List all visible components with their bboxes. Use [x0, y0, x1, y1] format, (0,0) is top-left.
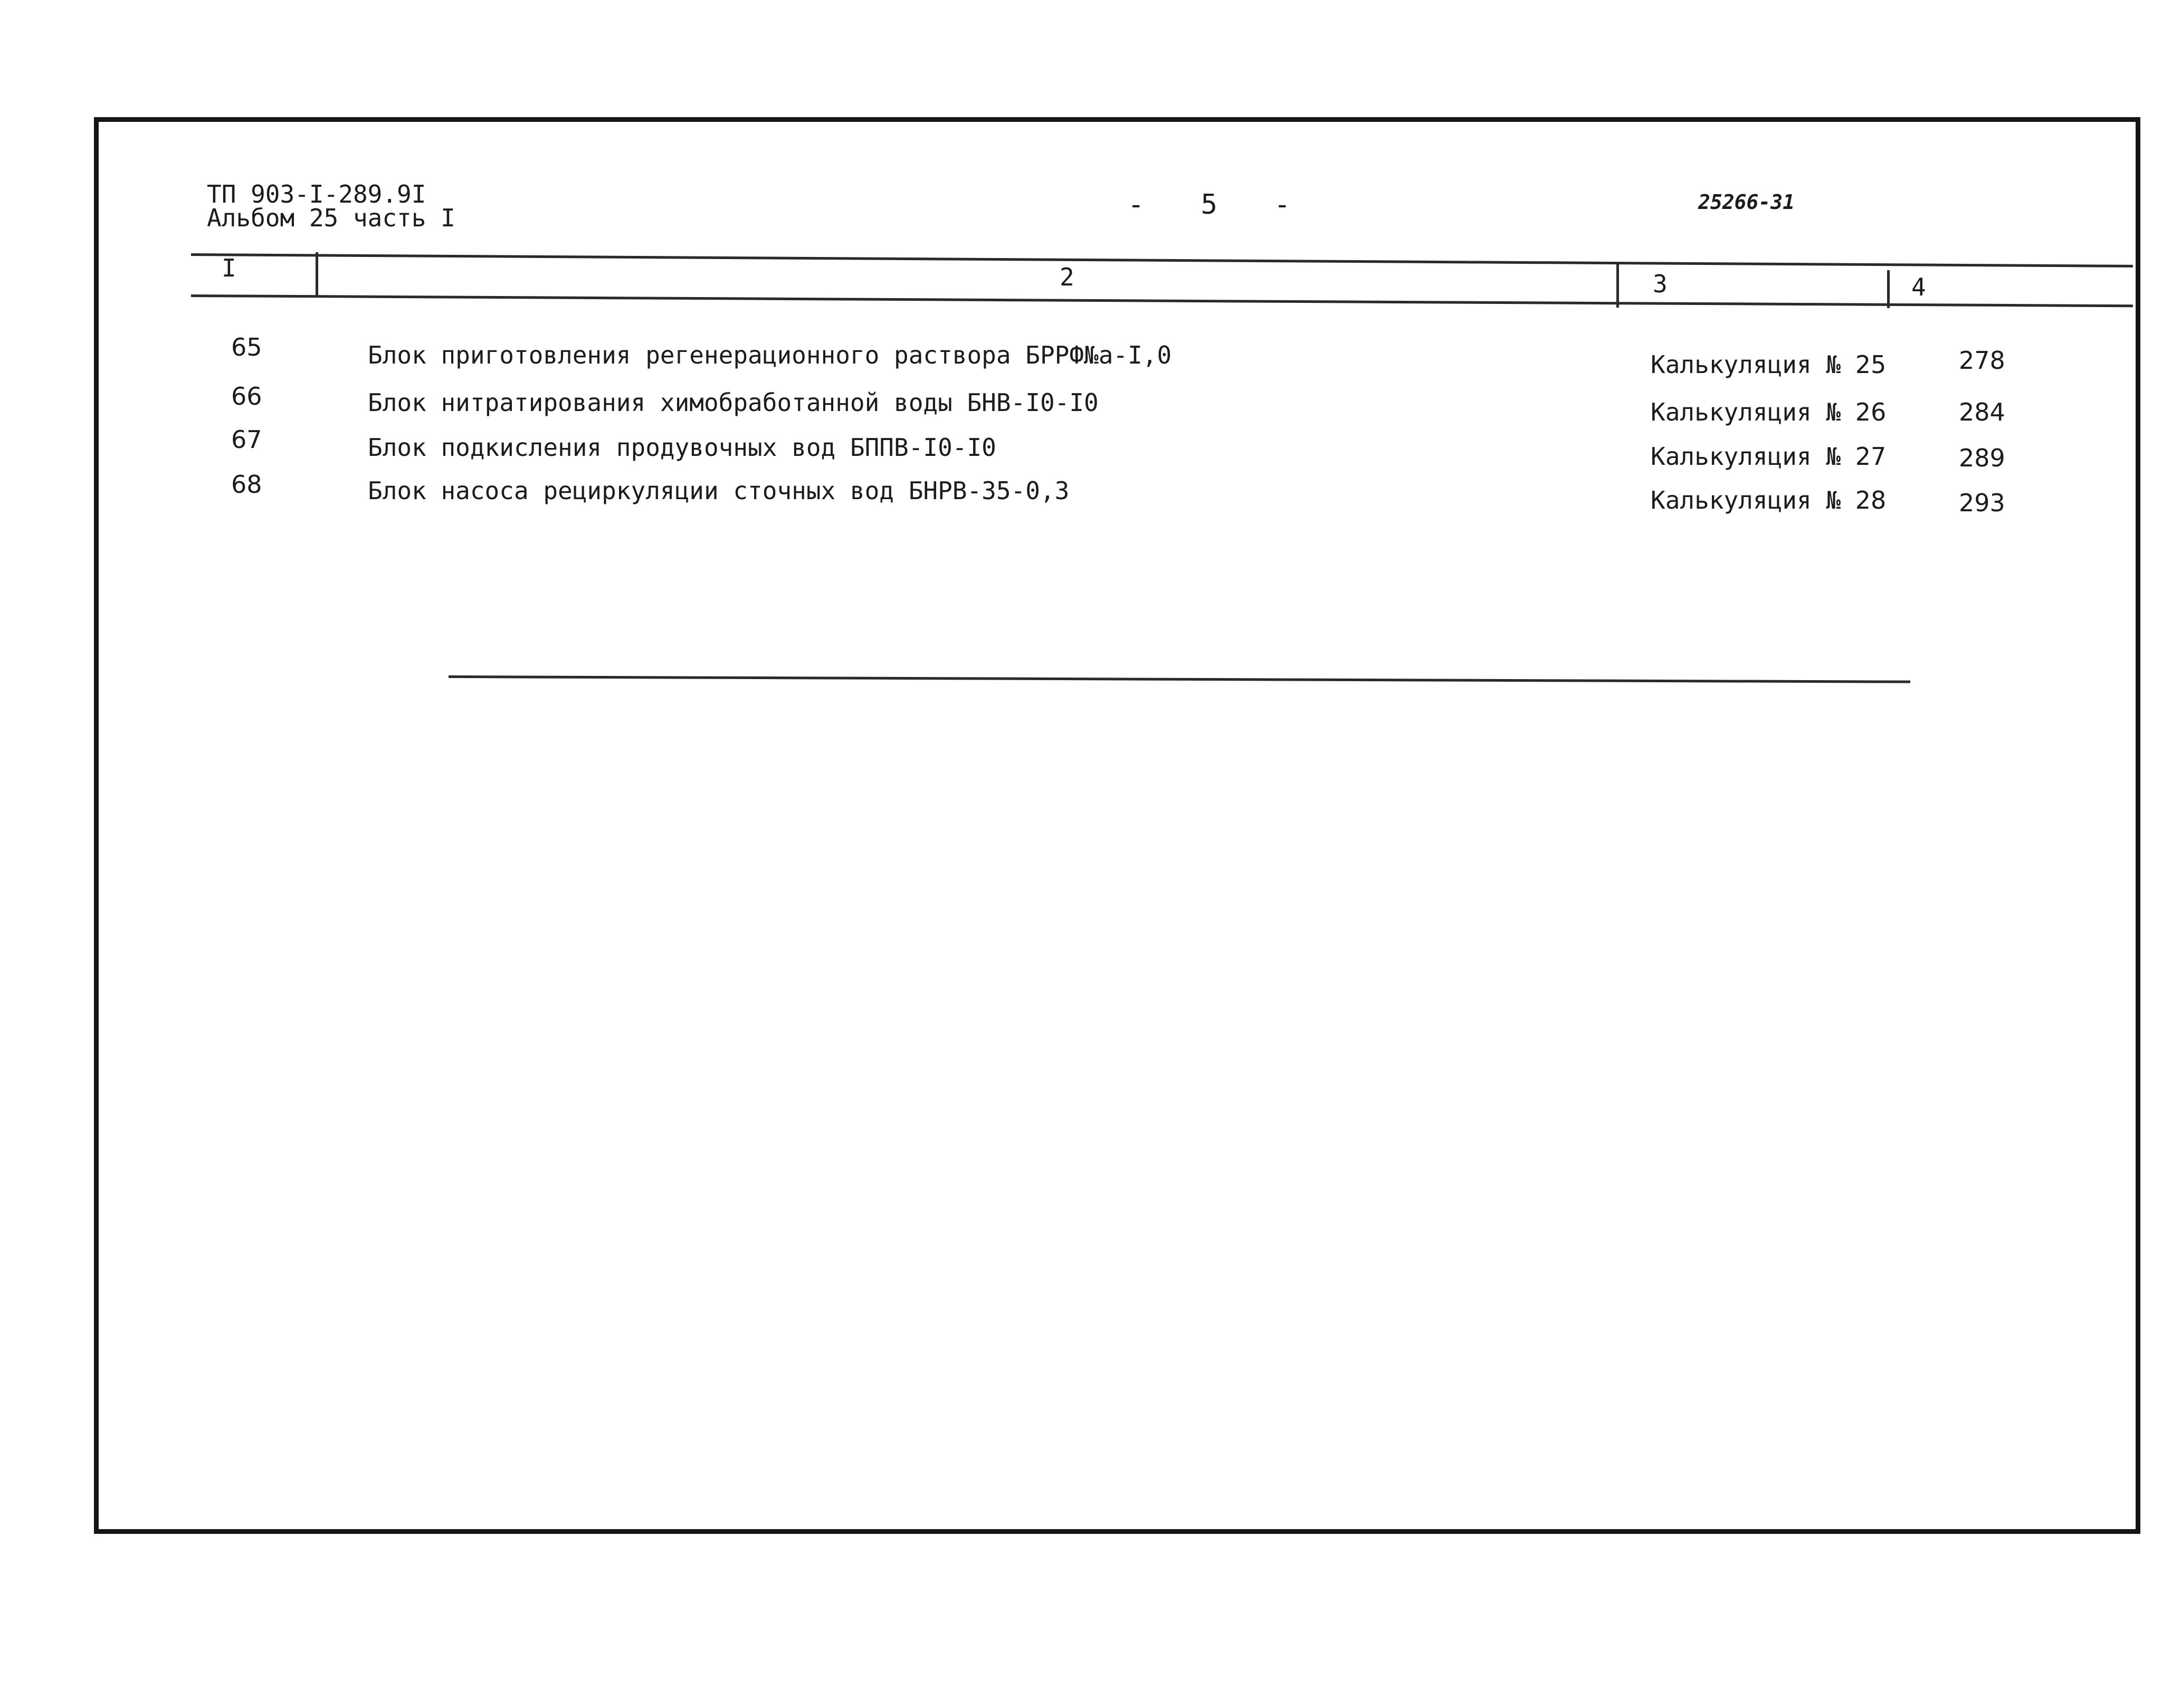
calculation-number: 27 — [1855, 442, 1887, 471]
row-name: Блок насоса рециркуляции сточных вод БНРВ-35-0,3 — [368, 476, 1070, 505]
row-calculation — [1651, 488, 1886, 512]
row-page: 289 — [1959, 444, 2005, 472]
sheet-frame — [94, 117, 2140, 1534]
row-page: 284 — [1959, 398, 2005, 426]
calculation-label: Калькуляция № — [1651, 486, 1841, 514]
column-divider-2 — [1616, 262, 1619, 308]
row-calculation — [1651, 444, 1886, 469]
column-header-2: 2 — [1060, 263, 1074, 291]
archive-number: 25266-31 — [1698, 190, 1795, 214]
row-number: 67 — [231, 425, 262, 454]
row-number: 68 — [231, 470, 262, 499]
document-code: ТП 903-I-289.9I — [207, 180, 426, 208]
row-number: 66 — [231, 382, 262, 411]
page-number: - 5 - — [1128, 189, 1311, 221]
column-header-4: 4 — [1911, 273, 1926, 301]
row-calculation — [1651, 352, 1886, 377]
row-calculation — [1651, 400, 1886, 424]
row-page: 293 — [1959, 489, 2005, 517]
column-header-3: 3 — [1653, 270, 1668, 298]
column-header-1: I — [222, 254, 236, 282]
calculation-label: Калькуляция № — [1651, 350, 1841, 379]
column-divider-3 — [1887, 270, 1890, 308]
calculation-number: 28 — [1855, 486, 1887, 514]
row-number: 65 — [231, 333, 262, 361]
calculation-label: Калькуляция № — [1651, 442, 1841, 471]
album-part: Альбом 25 часть I — [207, 204, 455, 232]
calculation-number: 25 — [1855, 350, 1887, 379]
calculation-number: 26 — [1855, 398, 1887, 426]
calculation-label: Калькуляция № — [1651, 398, 1841, 426]
column-divider-1 — [316, 252, 318, 295]
row-name: Блок подкисления продувочных вод БППВ-I0-I0 — [368, 433, 996, 462]
row-name: Блок нитратирования химобработанной воды БНВ-I0-I0 — [368, 388, 1099, 417]
row-name: Блок приготовления регенерационного раствора БРРФ№а-I,0 — [368, 341, 1172, 369]
row-page: 278 — [1959, 346, 2005, 375]
